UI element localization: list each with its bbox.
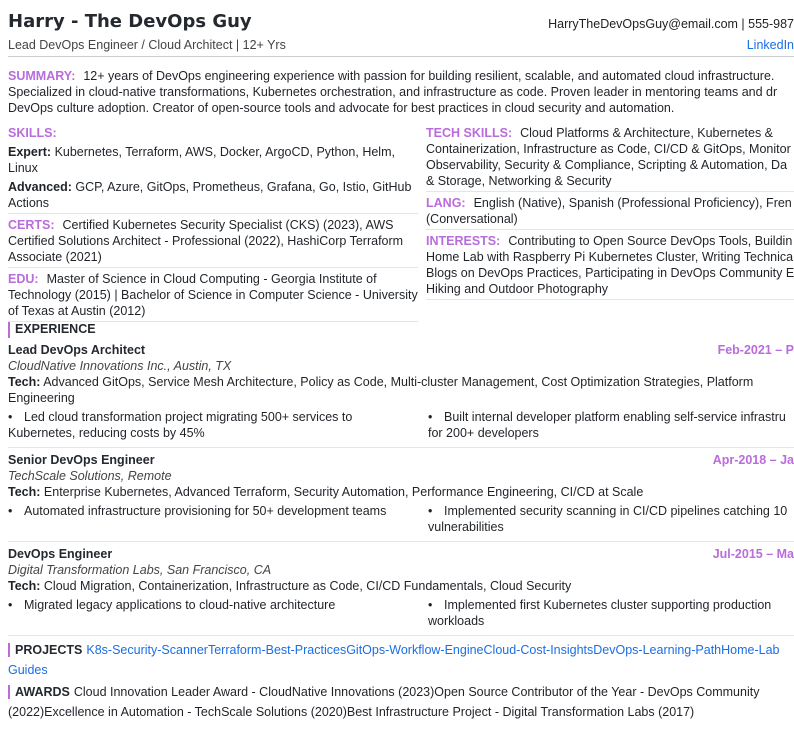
job-tech [8,578,794,594]
tech-skills-block [426,125,794,192]
bullet-dot: • [428,504,433,518]
edu-text: Master of Science in Cloud Computing - Georgia Institute of Technology (2015) | Bachelor of Science in Computer Science - University of Texas at Austin (2012) [8,272,418,318]
interests-line-2: Home Lab with Raspberry Pi Kubernetes Cluster, Writing Technica [426,250,794,264]
advanced-label: Advanced: [8,180,72,194]
project-link[interactable]: DevOps-Learning-Path [593,643,722,657]
left-column [8,125,418,325]
job-bullets [8,409,794,443]
job-company: Digital Transformation Labs, San Francisco, CA [8,563,272,577]
tech-label: Tech: [8,485,41,499]
job-bullets [8,503,794,537]
linkedin-link[interactable]: LinkedIn [746,38,794,52]
bullet-right-text-1: Built internal developer platform enabling self-service infrastru [444,410,786,424]
bullet-right [428,503,794,535]
experience-entry [8,452,794,542]
job-company: TechScale Solutions, Remote [8,469,172,483]
job-title: Senior DevOps Engineer [8,453,155,467]
skills-block [8,125,418,214]
project-link[interactable]: Home-Lab [721,643,780,657]
summary-label: SUMMARY: [8,69,76,83]
bullet-left [8,503,418,519]
experience-entry [8,546,794,636]
interests-line-4: Hiking and Outdoor Photography [426,282,609,296]
lang-label: LANG: [426,196,466,210]
projects-row [8,642,794,658]
job-date: Feb-2021 – P [717,343,794,357]
bullet-left-text: Migrated legacy applications to cloud-native architecture [24,598,336,612]
skills-grid [8,125,794,321]
expert-skills-text: Kubernetes, Terraform, AWS, Docker, ArgoCD, Python, Helm, Linux [8,145,395,175]
projects-heading: PROJECTS [8,643,82,657]
skills-label: SKILLS: [8,126,57,140]
job-company: CloudNative Innovations Inc., Austin, TX [8,359,232,373]
bullet-right-text-1: Implemented first Kubernetes cluster supporting production [444,598,772,612]
awards-section [8,684,794,720]
interests-line-1: Contributing to Open Source DevOps Tools, Buildin [508,234,793,248]
job-date: Jul-2015 – Ma [712,547,794,561]
project-link[interactable]: K8s-Security-Scanner [86,643,208,657]
bullet-right-text-2: workloads [428,614,485,628]
bullet-right-text-1: Implemented security scanning in CI/CD pipelines catching 10 [444,504,788,518]
tech-skills-line-3: Observability, Security & Compliance, Scripting & Automation, Da [426,158,788,172]
interests-label: INTERESTS: [426,234,501,248]
interests-row-1 [426,233,794,249]
job-tech-text: Enterprise Kubernetes, Advanced Terraform, Security Automation, Performance Engineering, CI/CD at Scale [43,485,644,499]
bullet-right-text-2: for 200+ developers [428,426,539,440]
bullet-right-row-1 [428,409,794,425]
tech-skills-line-2: Containerization, Infrastructure as Code, CI/CD & GitOps, Monitor [426,142,791,156]
tech-label: Tech: [8,375,41,389]
job-tech-text: Advanced GitOps, Service Mesh Architecture, Policy as Code, Multi-cluster Management, Cost Optimization Strategies, Platform Engineering [8,375,754,405]
certs-label: CERTS: [8,218,55,232]
resume-header [8,10,794,57]
job-title: DevOps Engineer [8,547,113,561]
interests-block [426,233,794,300]
expert-label: Expert: [8,145,52,159]
bullet-right-row-1 [428,503,794,519]
advanced-skills-text: GCP, Azure, GitOps, Prometheus, Grafana, Go, Istio, GitHub Actions [8,180,412,210]
projects-section [8,642,794,678]
job-tech [8,374,794,406]
bullet-dot: • [8,504,13,518]
project-link[interactable]: Cloud-Cost-Insights [483,643,594,657]
interests-line-3: Blogs on DevOps Practices, Participating in DevOps Community E [426,266,794,280]
awards-line-2: (2022)Excellence in Automation - TechScale Solutions (2020)Best Infrastructure Project - Digital Transformation Labs (2017) [8,705,695,719]
advanced-skills [8,179,418,211]
bullet-left-text: Automated infrastructure provisioning for 50+ development teams [24,504,387,518]
resume-page [8,10,794,720]
awards-row [8,684,794,700]
candidate-subtitle: Lead DevOps Engineer / Cloud Architect | 12+ Yrs [8,38,286,52]
expert-skills [8,144,418,176]
experience-heading: EXPERIENCE [8,321,794,338]
project-link-continuation[interactable]: Guides [8,663,48,677]
experience-entry [8,342,794,448]
candidate-name: Harry - The DevOps Guy [8,11,252,32]
bullet-dot: • [8,598,13,612]
right-column [426,125,794,303]
bullet-dot: • [428,598,433,612]
tech-skills-label: TECH SKILLS: [426,126,513,140]
project-link[interactable]: GitOps-Workflow-Engine [346,643,484,657]
tech-label: Tech: [8,579,41,593]
bullet-right-text-2: vulnerabilities [428,520,504,534]
bullet-right-row-1 [428,597,794,613]
lang-line-2: (Conversational) [426,212,518,226]
bullet-right [428,597,794,629]
edu-block [8,271,418,322]
project-link[interactable]: Terraform-Best-Practices [207,643,347,657]
job-bullets [8,597,794,631]
lang-block [426,195,794,230]
tech-skills-line-4: & Storage, Networking & Security [426,174,612,188]
lang-line-1: English (Native), Spanish (Professional Proficiency), Fren [473,196,792,210]
summary-text: 12+ years of DevOps engineering experience with passion for building resilient, scalable, and automated cloud infrastructure. Specialized in cloud-native transformations, Kubernetes orchestration, and infrastructure as code. Proven leader in mentoring teams and dr DevOps culture adoption. Creator of open-source tools and advocate for best practices in cloud security and automation. [8,69,778,115]
tech-skills-line-1: Cloud Platforms & Architecture, Kubernetes & [520,126,774,140]
bullet-left [8,597,418,613]
bullet-dot: • [8,410,13,424]
awards-line-1: Cloud Innovation Leader Award - CloudNative Innovations (2023)Open Source Contributor of the Year - DevOps Community [73,685,760,699]
bullet-left-text: Led cloud transformation project migrating 500+ services to Kubernetes, reducing costs by 45% [8,410,353,440]
lang-row-1 [426,195,794,211]
tech-skills-row-1 [426,125,794,141]
summary-section [8,68,794,116]
bullet-dot: • [428,410,433,424]
job-title: Lead DevOps Architect [8,343,146,357]
edu-label: EDU: [8,272,39,286]
job-tech-text: Cloud Migration, Containerization, Infrastructure as Code, CI/CD Fundamentals, Cloud Security [43,579,572,593]
certs-block [8,217,418,268]
certs-text: Certified Kubernetes Security Specialist (CKS) (2023), AWS Certified Solutions Architect - Professional (2022), HashiCorp Terraform Associate (2021) [8,218,404,264]
job-date: Apr-2018 – Ja [712,453,794,467]
bullet-left [8,409,418,441]
contact-info: HarryTheDevOpsGuy@email.com | 555-987 [548,17,794,31]
bullet-right [428,409,794,441]
job-tech [8,484,794,500]
awards-heading: AWARDS [8,685,70,699]
